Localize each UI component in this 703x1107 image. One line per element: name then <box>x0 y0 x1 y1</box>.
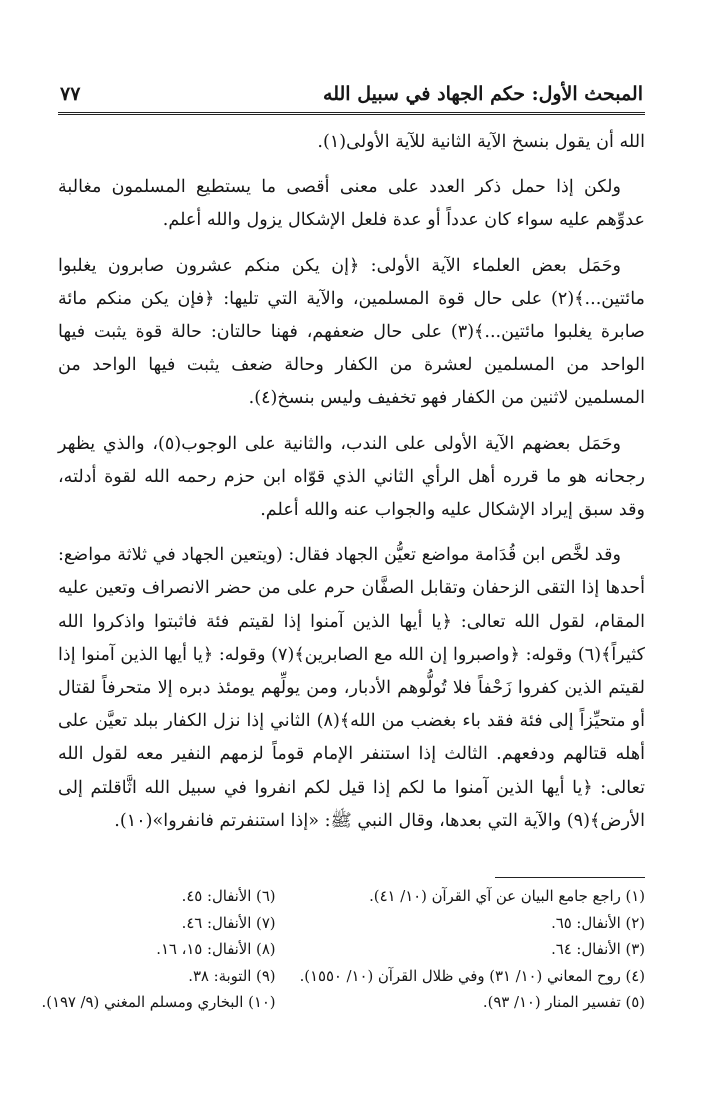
footnote: (٢) الأنفال: ٦٥. <box>551 914 645 932</box>
paragraph: وقد لخَّص ابن قُدَامة مواضع تعيُّن الجهاد فقال: (ويتعين الجهاد في ثلاثة مواضع: أحدها إذا التقى الزحفان وتقابل الصفَّان حرم على من حضر الانصراف وتعين عليه المقام، لقول الله تعالى: ﴿يا أيها الذين آمنوا إذا لقيتم فئة فاثبتوا واذكروا الله كثيراً﴾(٦) وقوله: ﴿واصبروا إن الله مع الصابرين﴾(٧) وقوله: ﴿يا أيها الذين آمنوا إذا لقيتم الذين كفروا زَحْفاً فلا تُولُّوهم الأدبار، ومن يولِّهم يومئذ دبره إلا متحرفاً لقتال أو متحيِّزاً إلى فئة فقد باء بغضب من الله﴾(٨) الثاني إذا نزل الكفار ببلد تعيَّن على أهله قتالهم ودفعهم. الثالث إذا استنفر الإمام قوماً لزمهم النفير معه لقول الله تعالى: ﴿يا أيها الذين آمنوا ما لكم إذا قيل لكم انفروا في سبيل الله اثَّاقلتم إلى الأرض﴾(٩) والآية التي بعدها، وقال النبي ﷺ: «إذا استنفرتم فانفروا»(١٠). <box>58 545 645 831</box>
paragraph: الله أن يقول بنسخ الآية الثانية للآية الأولى(١). <box>317 132 645 152</box>
paragraph: وحَمَل بعض العلماء الآية الأولى: ﴿إن يكن منكم عشرون صابرون يغلبوا مائتين...﴾(٢) على حال قوة المسلمين، والآية التي تليها: ﴿فإن يكن منكم مائة صابرة يغلبوا مائتين...﴾(٣) على حال ضعفهم، فهنا حالتان: حالة قوة يثبت فيها الواحد من المسلمين لعشرة من الكفار وحالة ضعف يثبت فيها الواحد من المسلمين لاثنين من الكفار فهو تخفيف وليس بنسخ(٤). <box>58 255 646 409</box>
footnote: (٤) روح المعاني (١٠/ ٣١) وفي ظلال القرآن (١٠/ ١٥٥٠). <box>299 967 645 985</box>
footnote: (١) راجع جامع البيان عن آي القرآن (١٠/ ٤١). <box>369 888 645 905</box>
footnote-divider <box>495 877 645 878</box>
chapter-title: المبحث الأول: حكم الجهاد في سبيل الله <box>323 83 643 105</box>
footnotes-column-right <box>300 884 645 1017</box>
footnote: (٣) الأنفال: ٦٤. <box>551 941 645 959</box>
footnote: (١٠) البخاري ومسلم المغني (٩/ ١٩٧). <box>41 994 276 1012</box>
footnote: (٦) الأنفال: ٤٥. <box>181 888 276 905</box>
page-number: ٧٧ <box>60 83 81 105</box>
header-divider <box>58 112 645 115</box>
running-header <box>60 80 643 108</box>
footnote: (٧) الأنفال: ٤٦. <box>181 914 276 932</box>
paragraph: ولكن إذا حمل ذكر العدد على معنى أقصى ما يستطيع المسلمون مغالبة عدوِّهم عليه سواء كان عدداً أو عدة فلعل الإشكال يزول والله أعلم. <box>58 177 645 231</box>
main-text <box>58 126 645 850</box>
footnotes-column-left <box>42 884 276 1017</box>
paragraph: وحَمَل بعضهم الآية الأولى على الندب، والثانية على الوجوب(٥)، والذي يظهر رجحانه هو ما قرره أهل الرأي الثاني الذي قوّاه ابن حزم رحمه الله لقوة أدلته، وقد سبق إيراد الإشكال عليه والجواب عنه والله أعلم. <box>58 433 645 521</box>
footnote: (٨) الأنفال: ١٥، ١٦. <box>156 941 276 959</box>
footnote: (٩) التوبة: ٣٨. <box>188 967 276 985</box>
footnote: (٥) تفسير المنار (١٠/ ٩٣). <box>482 994 645 1012</box>
footnotes <box>41 884 645 1017</box>
